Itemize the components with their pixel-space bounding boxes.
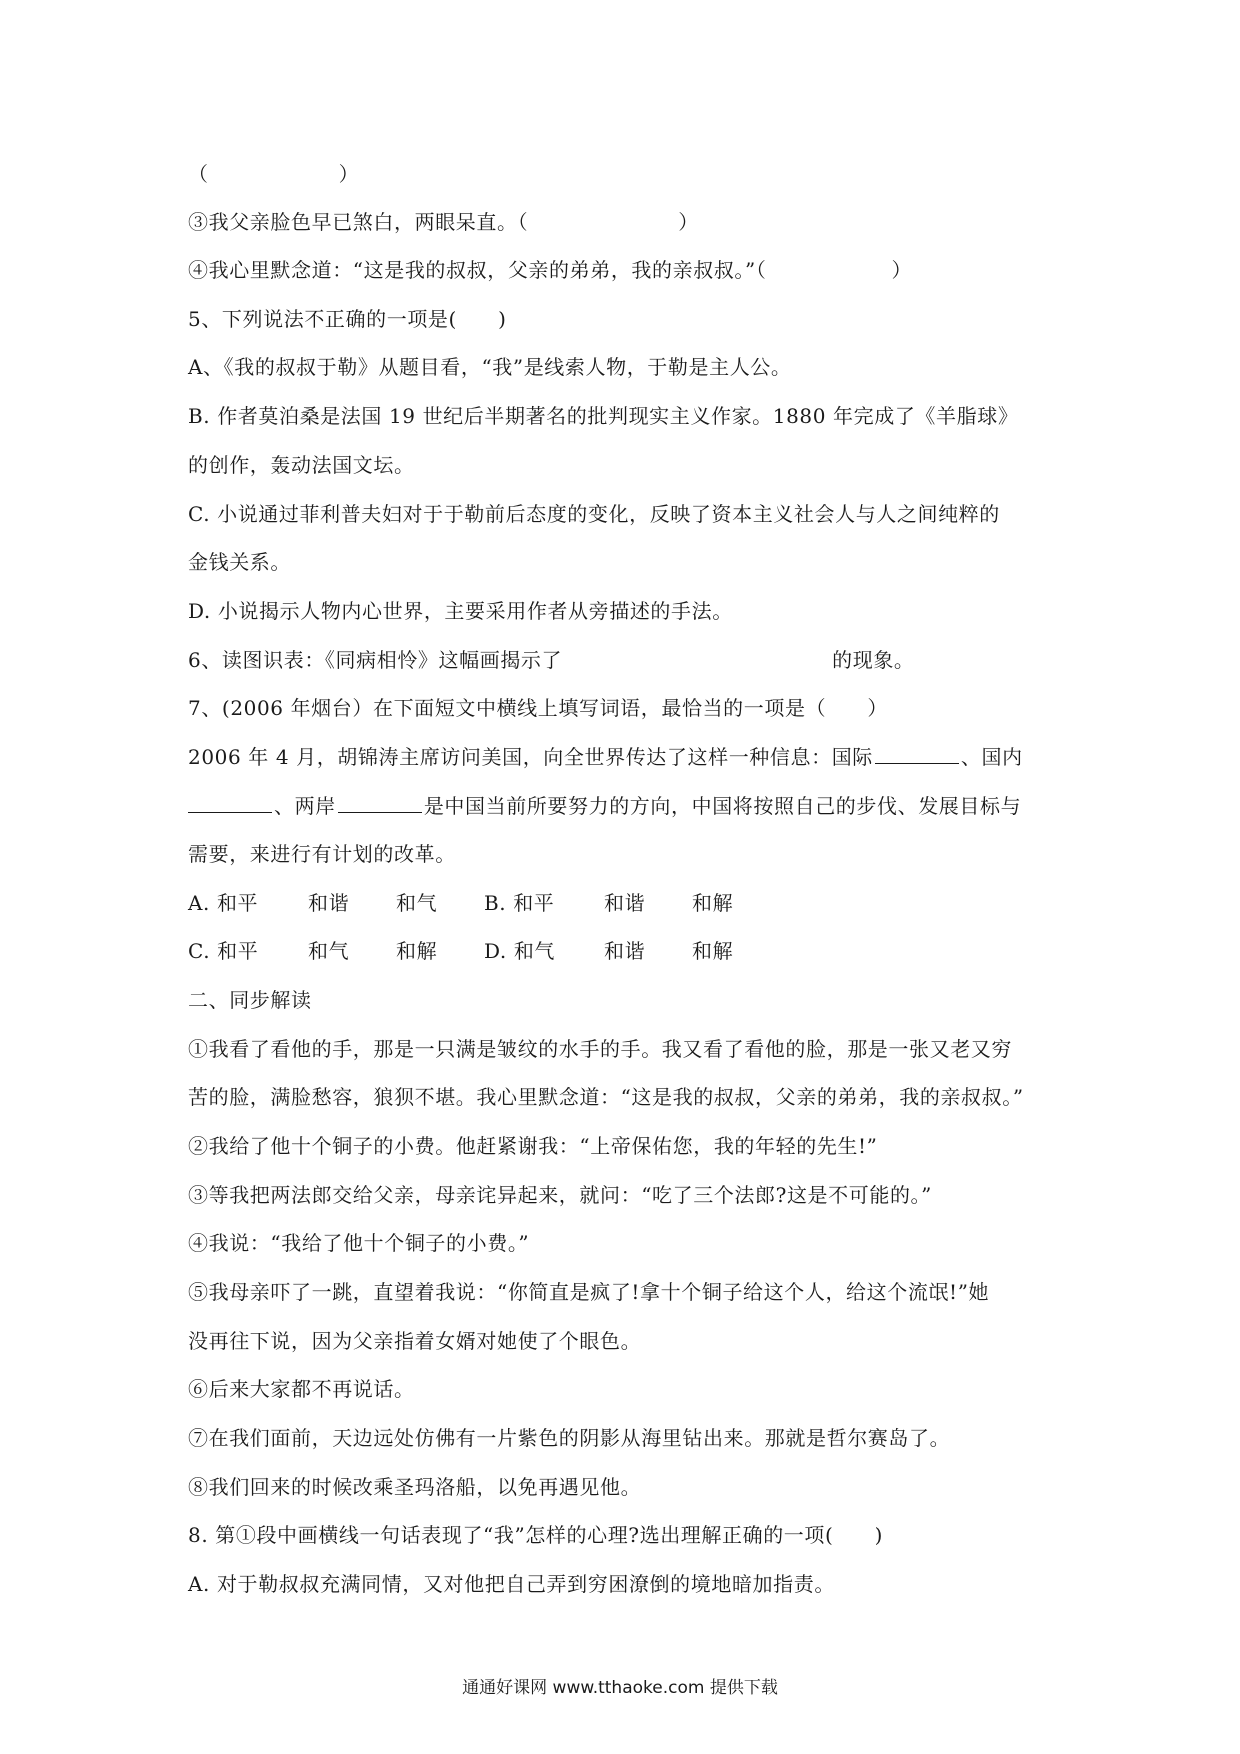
option-b: B. 和平	[484, 891, 555, 915]
close-paren: ）	[891, 258, 913, 282]
option-c: C. 和平	[188, 939, 259, 963]
passage-para-5-cont: 没再往下说，因为父亲指着女婿对她使了个眼色。	[188, 1329, 642, 1353]
passage-para-4: ④我说：“我给了他十个铜子的小费。”	[188, 1231, 530, 1255]
passage-para-8: ⑧我们回来的时候改乘圣玛洛船，以免再遇见他。	[188, 1475, 642, 1499]
question-7-options-ab	[188, 889, 780, 917]
fill-blank	[338, 792, 422, 813]
passage-text: 、两岸	[274, 794, 336, 818]
question-4-item-4	[188, 256, 912, 284]
question-5-option-c-cont: 金钱关系。	[188, 550, 291, 574]
question-5-option-c: C. 小说通过菲利普夫妇对于于勒前后态度的变化，反映了资本主义社会人与人之间纯粹的	[188, 502, 1000, 526]
close-paren: ）	[338, 162, 360, 186]
question-5-option-b: B. 作者莫泊桑是法国 19 世纪后半期著名的批判现实主义作家。1880 年完成了《羊脂球》	[188, 404, 1019, 428]
passage-para-1-cont: 苦的脸，满脸愁容，狼狈不堪。我心里默念道：“这是我的叔叔，父亲的弟弟，我的亲叔叔。”	[188, 1085, 1024, 1109]
close-paren: ）	[678, 210, 699, 234]
question-7: 7、(2006 年烟台）在下面短文中横线上填写词语，最恰当的一项是（ ）	[188, 696, 888, 720]
passage-text: 、国内	[960, 745, 1023, 769]
item-text: ④我心里默念道：“这是我的叔叔，父亲的弟弟，我的亲叔叔。”（	[188, 258, 767, 282]
option-d: D. 和气	[484, 939, 556, 963]
passage-para-3: ③等我把两法郎交给父亲，母亲诧异起来，就问：“吃了三个法郎?这是不可能的。”	[188, 1183, 932, 1207]
passage-para-6: ⑥后来大家都不再说话。	[188, 1377, 415, 1401]
question-6	[188, 646, 915, 674]
passage-para-5: ⑤我母亲吓了一跳，直望着我说：“你简直是疯了!拿十个铜子给这个人，给这个流氓!”她	[188, 1280, 990, 1304]
question-7-options-cd	[188, 937, 780, 965]
question-8: 8. 第①段中画横线一句话表现了“我”怎样的心理?选出理解正确的一项( )	[188, 1523, 884, 1547]
question-6-text: 6、读图识表：《同病相怜》这幅画揭示了	[188, 648, 563, 672]
question-7-passage-3: 需要，来进行有计划的改革。	[188, 842, 456, 866]
section-heading: 二、同步解读	[188, 988, 312, 1012]
question-5-option-a: A、《我的叔叔于勒》从题目看，“我”是线索人物，于勒是主人公。	[188, 355, 792, 379]
question-7-passage-2	[188, 792, 1021, 820]
passage-para-2: ②我给了他十个铜子的小费。他赶紧谢我：“上帝保佑您，我的年轻的先生!”	[188, 1134, 878, 1158]
option-word: 和气	[396, 891, 438, 915]
question-6-tail: 的现象。	[832, 648, 915, 672]
question-4-item-3	[188, 208, 699, 236]
passage-text: 2006 年 4 月，胡锦涛主席访问美国，向全世界传达了这样一种信息：国际	[188, 745, 873, 769]
option-word: 和解	[692, 891, 734, 915]
passage-text: 是中国当前所要努力的方向，中国将按照自己的步伐、发展目标与	[423, 794, 1022, 818]
option-word: 和气	[308, 939, 350, 963]
question-5: 5、下列说法不正确的一项是( )	[188, 307, 507, 331]
option-word: 和解	[396, 939, 438, 963]
question-5-option-d: D. 小说揭示人物内心世界，主要采用作者从旁描述的手法。	[188, 599, 733, 623]
option-word: 和解	[692, 939, 734, 963]
question-7-passage-1	[188, 743, 1023, 771]
option-word: 和谐	[604, 891, 646, 915]
option-word: 和谐	[308, 891, 350, 915]
page-footer: 通通好课网 www.tthaoke.com 提供下载	[462, 1678, 778, 1698]
option-a: A. 和平	[188, 891, 259, 915]
item-text: ③我父亲脸色早已煞白，两眼呆直。（	[188, 210, 529, 234]
question-5-option-b-cont: 的创作，轰动法国文坛。	[188, 453, 415, 477]
passage-para-7: ⑦在我们面前，天边远处仿佛有一片紫色的阴影从海里钻出来。那就是哲尔赛岛了。	[188, 1426, 951, 1450]
fill-blank	[188, 792, 272, 813]
passage-para-1: ①我看了看他的手，那是一只满是皱纹的水手的手。我又看了看他的脸，那是一张又老又穷	[188, 1037, 1012, 1061]
option-word: 和谐	[604, 939, 646, 963]
fill-blank	[875, 743, 959, 764]
answer-blank-line	[188, 160, 359, 188]
question-8-option-a: A. 对于勒叔叔充满同情，又对他把自己弄到穷困潦倒的境地暗加指责。	[188, 1572, 835, 1596]
open-paren: （	[188, 162, 209, 186]
